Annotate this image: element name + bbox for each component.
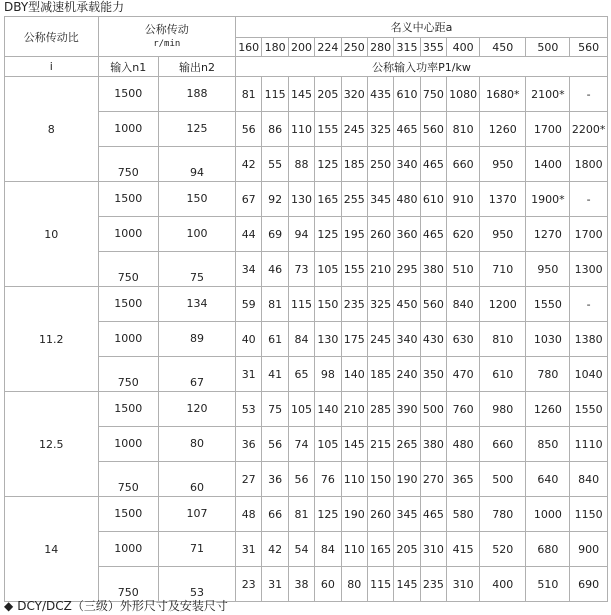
input-speed-value: 1000	[114, 226, 143, 240]
power-cell: 1380	[570, 322, 608, 357]
power-cell: 360	[394, 217, 420, 252]
power-cell: 1800	[570, 147, 608, 182]
power-cell: 125	[315, 217, 341, 252]
output-speed-cell	[159, 77, 236, 112]
input-speed-value: 750	[117, 271, 139, 284]
power-cell: 1300	[570, 252, 608, 287]
power-cell: 67	[236, 182, 262, 217]
input-speed-value: 750	[117, 481, 139, 494]
input-speed-cell	[98, 147, 159, 182]
power-cell: 660	[480, 427, 526, 462]
power-cell: 260	[367, 497, 393, 532]
power-cell: 140	[315, 392, 341, 427]
power-cell: -	[570, 182, 608, 217]
section-footer	[4, 599, 228, 613]
power-cell: 470	[447, 357, 480, 392]
output-speed-value: 120	[186, 401, 208, 415]
power-cell: 38	[288, 567, 314, 602]
center-distance-cell: 500	[526, 38, 570, 57]
power-cell: 54	[288, 532, 314, 567]
power-cell: 88	[288, 147, 314, 182]
output-speed-header: 输出n2	[159, 57, 236, 77]
power-cell: 185	[341, 147, 367, 182]
power-cell: 520	[480, 532, 526, 567]
output-speed-cell	[159, 217, 236, 252]
input-speed-value: 750	[117, 376, 139, 389]
power-cell: 255	[341, 182, 367, 217]
power-cell: 110	[341, 462, 367, 497]
output-speed-cell	[159, 357, 236, 392]
power-cell: 345	[394, 497, 420, 532]
power-cell: 1550	[570, 392, 608, 427]
power-cell: 81	[236, 77, 262, 112]
output-speed-value: 107	[186, 506, 208, 520]
output-speed-value: 150	[186, 191, 208, 205]
power-cell: 950	[480, 217, 526, 252]
power-cell: 1110	[570, 427, 608, 462]
power-cell: 175	[341, 322, 367, 357]
power-cell: 840	[570, 462, 608, 497]
power-cell: 94	[288, 217, 314, 252]
input-speed-value: 750	[117, 166, 139, 179]
power-cell: 56	[236, 112, 262, 147]
power-cell: 80	[341, 567, 367, 602]
ratio-cell: 11.2	[5, 287, 99, 392]
power-cell: 98	[315, 357, 341, 392]
power-cell: 1680*	[480, 77, 526, 112]
center-distance-cell: 400	[447, 38, 480, 57]
power-cell: 31	[262, 567, 288, 602]
ratio-symbol: i	[5, 57, 99, 77]
power-cell: 810	[480, 322, 526, 357]
output-speed-value: 75	[190, 271, 204, 284]
table-row	[5, 182, 608, 217]
power-cell: 36	[236, 427, 262, 462]
input-speed-cell	[98, 182, 159, 217]
power-cell: 42	[236, 147, 262, 182]
input-speed-value: 1000	[114, 121, 143, 135]
power-cell: 260	[367, 217, 393, 252]
power-cell: 390	[394, 392, 420, 427]
power-cell: 760	[447, 392, 480, 427]
power-cell: 235	[420, 567, 446, 602]
power-cell: 610	[480, 357, 526, 392]
output-speed-value: 53	[190, 586, 204, 599]
power-cell: 1000	[526, 497, 570, 532]
power-cell: 41	[262, 357, 288, 392]
power-cell: 150	[367, 462, 393, 497]
power-cell: 105	[315, 427, 341, 462]
ratio-cell: 14	[5, 497, 99, 602]
power-cell: 1040	[570, 357, 608, 392]
input-speed-cell	[98, 497, 159, 532]
power-cell: 59	[236, 287, 262, 322]
center-distance-cell: 160	[236, 38, 262, 57]
input-speed-cell	[98, 112, 159, 147]
power-cell: 110	[341, 532, 367, 567]
power-cell: 125	[315, 497, 341, 532]
power-cell: 1030	[526, 322, 570, 357]
output-speed-cell	[159, 322, 236, 357]
table-row	[5, 77, 608, 112]
input-speed-value: 1500	[114, 401, 143, 415]
power-cell: 66	[262, 497, 288, 532]
power-cell: 1370	[480, 182, 526, 217]
power-cell: 115	[288, 287, 314, 322]
power-cell: 81	[262, 287, 288, 322]
power-cell: 350	[420, 357, 446, 392]
power-cell: 465	[420, 147, 446, 182]
input-speed-value: 1000	[114, 436, 143, 450]
table-row	[5, 392, 608, 427]
power-cell: 145	[341, 427, 367, 462]
footer-text: DCY/DCZ（三级）外形尺寸及安装尺寸	[17, 599, 228, 613]
power-cell: 270	[420, 462, 446, 497]
input-speed-cell	[98, 357, 159, 392]
center-distance-cell: 560	[570, 38, 608, 57]
output-speed-value: 94	[190, 166, 204, 179]
transmission-label: 公称传动	[144, 22, 189, 36]
output-speed-cell	[159, 392, 236, 427]
power-cell: 27	[236, 462, 262, 497]
power-cell: 105	[288, 392, 314, 427]
power-cell: 380	[420, 427, 446, 462]
output-speed-cell	[159, 532, 236, 567]
power-cell: 245	[367, 322, 393, 357]
power-cell: 1150	[570, 497, 608, 532]
power-cell: 345	[367, 182, 393, 217]
output-speed-cell	[159, 147, 236, 182]
power-cell: 53	[236, 392, 262, 427]
output-speed-value: 80	[190, 436, 204, 450]
power-cell: 680	[526, 532, 570, 567]
center-distance-cell: 315	[394, 38, 420, 57]
power-cell: 750	[420, 77, 446, 112]
power-cell: 325	[367, 112, 393, 147]
power-cell: 910	[447, 182, 480, 217]
power-cell: 205	[315, 77, 341, 112]
load-capacity-table	[4, 16, 608, 602]
power-cell: 155	[341, 252, 367, 287]
power-cell: -	[570, 77, 608, 112]
output-speed-value: 89	[190, 331, 204, 345]
output-speed-cell	[159, 182, 236, 217]
output-speed-value: 100	[186, 226, 208, 240]
ratio-cell: 8	[5, 77, 99, 182]
input-speed-cell	[98, 252, 159, 287]
power-cell: 810	[447, 112, 480, 147]
power-cell: 610	[420, 182, 446, 217]
power-cell: 235	[341, 287, 367, 322]
power-cell: 1080	[447, 77, 480, 112]
output-speed-value: 60	[190, 481, 204, 494]
power-cell: 340	[394, 147, 420, 182]
power-cell: 1270	[526, 217, 570, 252]
input-speed-header: 输入n1	[98, 57, 159, 77]
power-cell: 92	[262, 182, 288, 217]
power-cell: 215	[367, 427, 393, 462]
center-distance-cell: 280	[367, 38, 393, 57]
power-cell: 690	[570, 567, 608, 602]
power-cell: 610	[394, 77, 420, 112]
table-row	[5, 497, 608, 532]
power-cell: 2100*	[526, 77, 570, 112]
power-cell: 580	[447, 497, 480, 532]
diamond-bullet-icon: ◆	[4, 599, 14, 613]
power-cell: 40	[236, 322, 262, 357]
output-speed-cell	[159, 427, 236, 462]
power-cell: 265	[394, 427, 420, 462]
power-cell: 145	[394, 567, 420, 602]
ratio-cell: 10	[5, 182, 99, 287]
power-cell: 84	[288, 322, 314, 357]
power-cell: 400	[480, 567, 526, 602]
power-cell: 245	[341, 112, 367, 147]
table-row	[5, 287, 608, 322]
power-cell: -	[570, 287, 608, 322]
input-speed-cell	[98, 567, 159, 602]
power-cell: 36	[262, 462, 288, 497]
power-cell: 56	[288, 462, 314, 497]
power-cell: 205	[394, 532, 420, 567]
power-cell: 31	[236, 357, 262, 392]
power-cell: 60	[315, 567, 341, 602]
center-distance-cell: 224	[315, 38, 341, 57]
power-cell: 1200	[480, 287, 526, 322]
transmission-unit: r/min	[153, 38, 181, 49]
input-speed-value: 1000	[114, 541, 143, 555]
power-cell: 640	[526, 462, 570, 497]
power-cell: 2200*	[570, 112, 608, 147]
input-speed-cell	[98, 532, 159, 567]
power-header: 公称输入功率P1/kw	[236, 57, 608, 77]
power-cell: 320	[341, 77, 367, 112]
power-cell: 560	[420, 112, 446, 147]
power-cell: 84	[315, 532, 341, 567]
power-cell: 75	[262, 392, 288, 427]
power-cell: 73	[288, 252, 314, 287]
power-cell: 69	[262, 217, 288, 252]
transmission-header	[98, 17, 236, 57]
power-cell: 840	[447, 287, 480, 322]
power-cell: 430	[420, 322, 446, 357]
power-cell: 500	[420, 392, 446, 427]
power-cell: 31	[236, 532, 262, 567]
power-cell: 510	[447, 252, 480, 287]
power-cell: 165	[315, 182, 341, 217]
output-speed-cell	[159, 497, 236, 532]
power-cell: 950	[480, 147, 526, 182]
input-speed-value: 1500	[114, 296, 143, 310]
power-cell: 465	[394, 112, 420, 147]
power-cell: 34	[236, 252, 262, 287]
power-cell: 110	[288, 112, 314, 147]
power-cell: 500	[480, 462, 526, 497]
power-cell: 435	[367, 77, 393, 112]
power-cell: 510	[526, 567, 570, 602]
power-cell: 105	[315, 252, 341, 287]
table-body	[5, 77, 608, 602]
power-cell: 480	[447, 427, 480, 462]
power-cell: 1700	[570, 217, 608, 252]
power-cell: 310	[420, 532, 446, 567]
output-speed-value: 125	[186, 121, 208, 135]
power-cell: 130	[288, 182, 314, 217]
output-speed-value: 71	[190, 541, 204, 555]
ratio-header: 公称传动比	[5, 17, 99, 57]
power-cell: 86	[262, 112, 288, 147]
center-distance-header: 名义中心距a	[236, 17, 608, 38]
input-speed-value: 1500	[114, 86, 143, 100]
center-distance-cell: 250	[341, 38, 367, 57]
center-distance-cell: 180	[262, 38, 288, 57]
power-cell: 74	[288, 427, 314, 462]
output-speed-value: 134	[186, 296, 208, 310]
power-cell: 980	[480, 392, 526, 427]
output-speed-value: 188	[186, 86, 208, 100]
power-cell: 1900*	[526, 182, 570, 217]
output-speed-cell	[159, 287, 236, 322]
power-cell: 415	[447, 532, 480, 567]
power-cell: 81	[288, 497, 314, 532]
power-cell: 190	[394, 462, 420, 497]
power-cell: 210	[341, 392, 367, 427]
power-cell: 195	[341, 217, 367, 252]
power-cell: 1550	[526, 287, 570, 322]
power-cell: 660	[447, 147, 480, 182]
output-speed-cell	[159, 252, 236, 287]
power-cell: 150	[315, 287, 341, 322]
power-cell: 710	[480, 252, 526, 287]
power-cell: 115	[262, 77, 288, 112]
power-cell: 465	[420, 497, 446, 532]
output-speed-cell	[159, 112, 236, 147]
power-cell: 1260	[526, 392, 570, 427]
center-distance-cell: 355	[420, 38, 446, 57]
power-cell: 365	[447, 462, 480, 497]
input-speed-cell	[98, 77, 159, 112]
power-cell: 210	[367, 252, 393, 287]
power-cell: 140	[341, 357, 367, 392]
power-cell: 165	[367, 532, 393, 567]
input-speed-cell	[98, 322, 159, 357]
power-cell: 480	[394, 182, 420, 217]
power-cell: 76	[315, 462, 341, 497]
power-cell: 190	[341, 497, 367, 532]
power-cell: 620	[447, 217, 480, 252]
power-cell: 61	[262, 322, 288, 357]
input-speed-cell	[98, 427, 159, 462]
power-cell: 780	[526, 357, 570, 392]
input-speed-cell	[98, 217, 159, 252]
power-cell: 55	[262, 147, 288, 182]
input-speed-cell	[98, 392, 159, 427]
input-speed-value: 750	[117, 586, 139, 599]
ratio-cell: 12.5	[5, 392, 99, 497]
power-cell: 900	[570, 532, 608, 567]
power-cell: 145	[288, 77, 314, 112]
power-cell: 295	[394, 252, 420, 287]
center-distance-cell: 450	[480, 38, 526, 57]
power-cell: 240	[394, 357, 420, 392]
power-cell: 310	[447, 567, 480, 602]
power-cell: 48	[236, 497, 262, 532]
table-title: DBY型减速机承载能力	[4, 0, 125, 14]
power-cell: 185	[367, 357, 393, 392]
center-distance-cell: 200	[288, 38, 314, 57]
power-cell: 1700	[526, 112, 570, 147]
input-speed-value: 1000	[114, 331, 143, 345]
input-speed-cell	[98, 462, 159, 497]
power-cell: 130	[315, 322, 341, 357]
power-cell: 250	[367, 147, 393, 182]
power-cell: 42	[262, 532, 288, 567]
output-speed-cell	[159, 567, 236, 602]
power-cell: 380	[420, 252, 446, 287]
power-cell: 56	[262, 427, 288, 462]
power-cell: 560	[420, 287, 446, 322]
power-cell: 950	[526, 252, 570, 287]
power-cell: 285	[367, 392, 393, 427]
power-cell: 340	[394, 322, 420, 357]
power-cell: 325	[367, 287, 393, 322]
output-speed-value: 67	[190, 376, 204, 389]
input-speed-value: 1500	[114, 506, 143, 520]
power-cell: 44	[236, 217, 262, 252]
power-cell: 115	[367, 567, 393, 602]
output-speed-cell	[159, 462, 236, 497]
power-cell: 1400	[526, 147, 570, 182]
power-cell: 46	[262, 252, 288, 287]
power-cell: 125	[315, 147, 341, 182]
power-cell: 630	[447, 322, 480, 357]
power-cell: 780	[480, 497, 526, 532]
power-cell: 155	[315, 112, 341, 147]
input-speed-value: 1500	[114, 191, 143, 205]
power-cell: 465	[420, 217, 446, 252]
power-cell: 1260	[480, 112, 526, 147]
power-cell: 23	[236, 567, 262, 602]
input-speed-cell	[98, 287, 159, 322]
power-cell: 450	[394, 287, 420, 322]
power-cell: 850	[526, 427, 570, 462]
power-cell: 65	[288, 357, 314, 392]
